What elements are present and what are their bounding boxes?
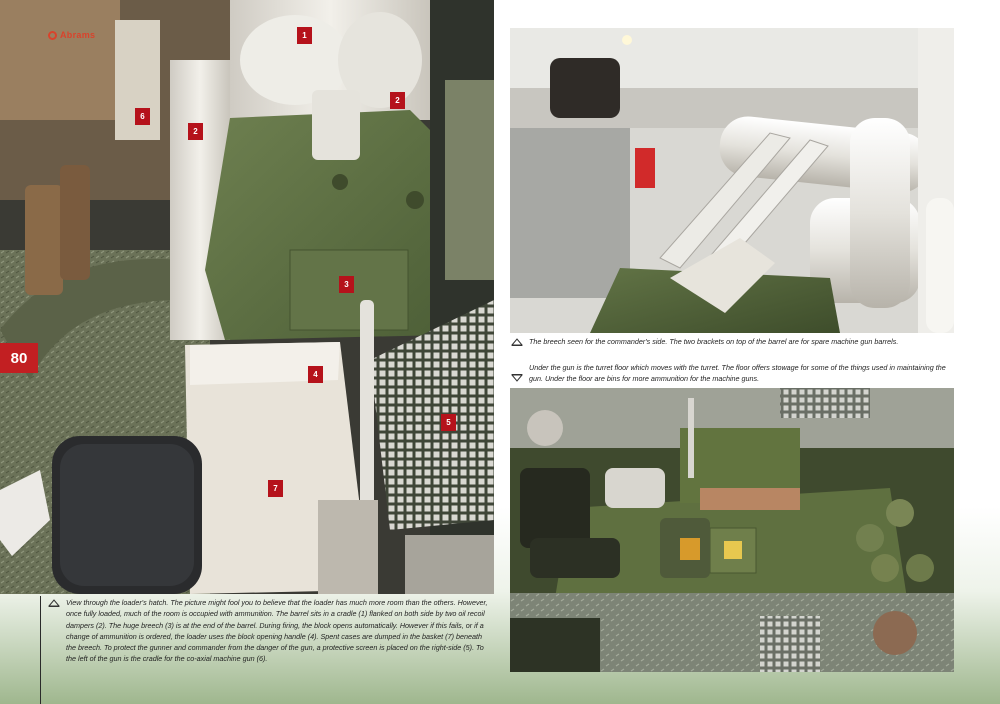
caption-loaders-hatch-text: View through the loader's hatch. The picture might fool you to believe that the loader has much more room than the others. However, once fully loaded, much of the room is occupied with ammunition. The barrel sits in a cradle (1) flanked on both side by two oil recoil dampers (2). The huge breech (3) is at the end of the barrel. During firing, the block opens automatically. However if this fails, or if a change of ammunition is ordered, the loader uses the block opening handle (4). Spent cases are dumped in the basket (7) beneath the breech. To protect the gunner and commander from the danger of the gun, a protective screen is placed on the right-side (5). To the left of the gun is the cradle for the co-axial machine gun (6). xyxy=(66,598,488,664)
marker-recoil-damper-right: 2 xyxy=(390,92,405,109)
caption-breech xyxy=(511,336,953,347)
marker-spent-case-basket: 7 xyxy=(268,480,283,497)
caption-pointer-down-icon xyxy=(511,374,523,383)
loaders-hatch-illustration xyxy=(0,0,494,594)
marker-protective-screen: 5 xyxy=(441,414,456,431)
caption-pointer-up-icon xyxy=(48,598,60,607)
marker-breech: 3 xyxy=(339,276,354,293)
caption-turret-floor-text: Under the gun is the turret floor which moves with the turret. The floor offers stowage for some of the things used in maintaining the gun. Under the floor are bins for more ammunition for the machine guns. xyxy=(529,363,946,384)
marker-coaxial-mg-cradle: 6 xyxy=(135,108,150,125)
photo-turret-floor xyxy=(510,388,954,672)
brand-logo xyxy=(48,28,110,42)
marker-cradle: 1 xyxy=(297,27,312,44)
marker-recoil-damper-left: 2 xyxy=(188,123,203,140)
page-number: 80 xyxy=(0,343,38,373)
marker-block-opening-handle: 4 xyxy=(308,366,323,383)
caption-loaders-hatch xyxy=(48,597,488,665)
caption-pointer-up-icon xyxy=(511,337,523,346)
caption-turret-floor xyxy=(511,362,951,385)
caption-breech-text: The breech seen for the commander's side. The two brackets on top of the barrel are for spare machine gun barrels. xyxy=(529,337,899,346)
caption-rule xyxy=(40,596,41,704)
breech-illustration xyxy=(510,28,954,333)
turret-floor-illustration xyxy=(510,388,954,672)
brand-logo-icon xyxy=(48,31,57,40)
brand-name: Abrams xyxy=(60,30,96,40)
photo-loaders-hatch-view xyxy=(0,0,494,594)
photo-breech-commander-side xyxy=(510,28,954,333)
